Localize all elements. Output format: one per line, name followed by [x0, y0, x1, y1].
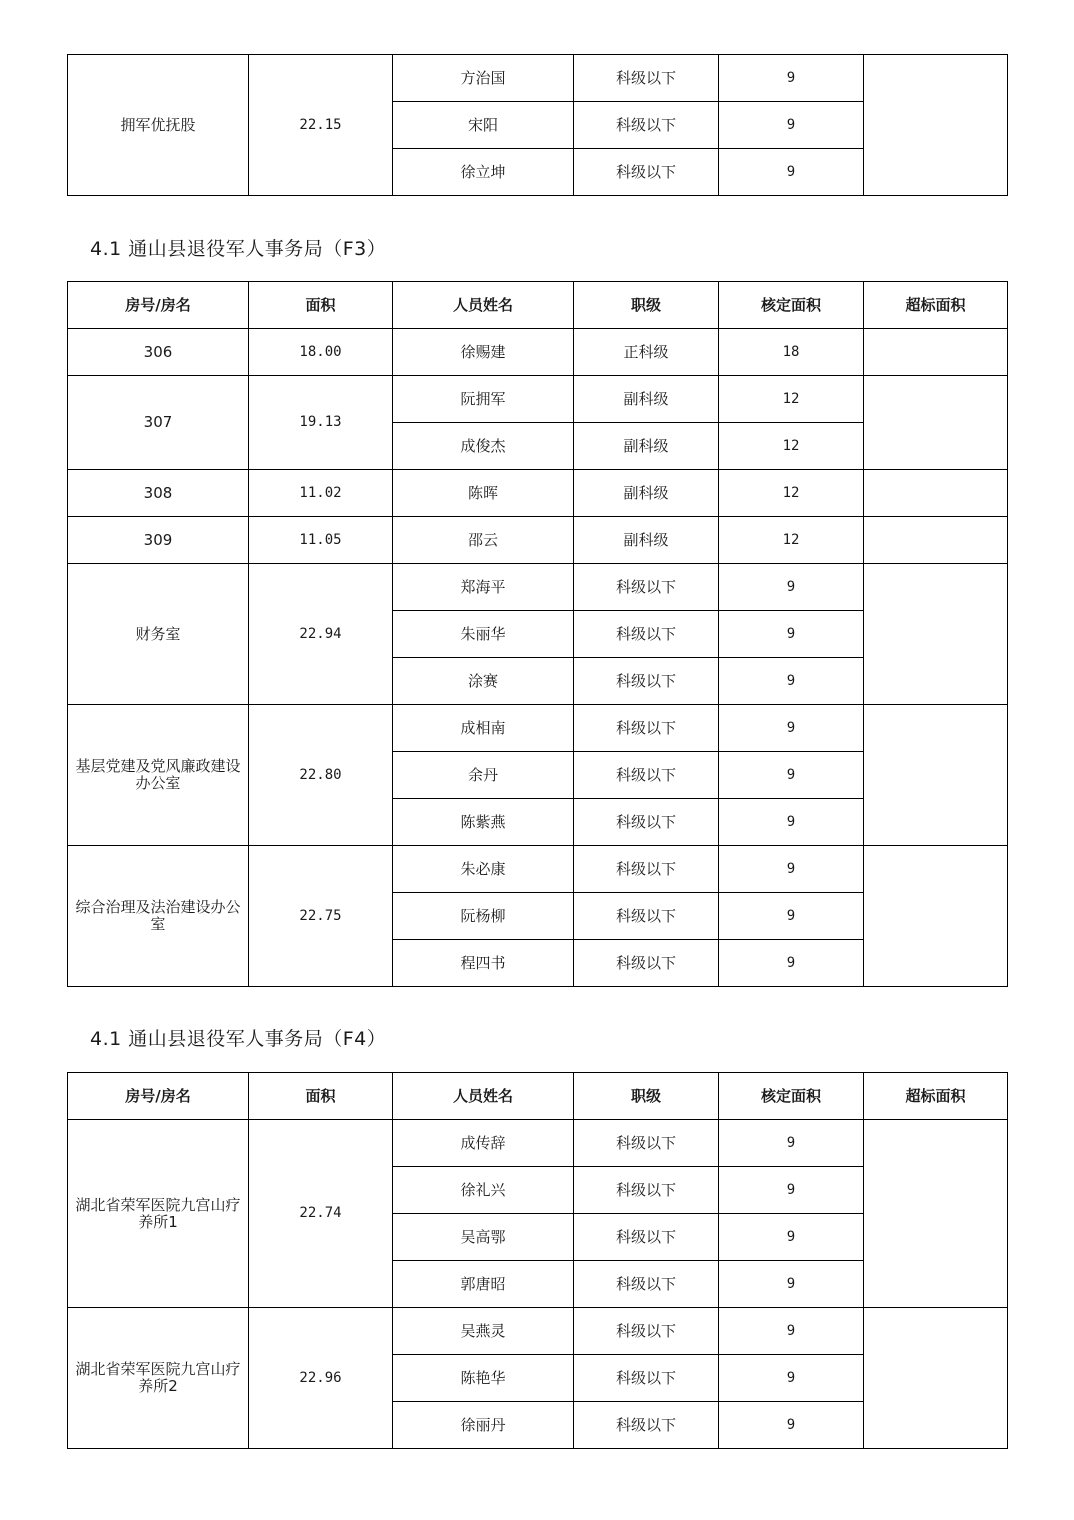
approved-area-cell: 9: [719, 1402, 864, 1449]
office-table-f4: [67, 1072, 1008, 1449]
table-row: [68, 517, 1008, 564]
rank-cell: 科级以下: [574, 846, 719, 893]
person-name-cell: 成相南: [393, 705, 574, 752]
office-table-f3: [67, 281, 1008, 987]
approved-area-cell: 9: [719, 1120, 864, 1167]
approved-area-cell: 9: [719, 1261, 864, 1308]
person-name-cell: 吴燕灵: [393, 1308, 574, 1355]
rank-cell: 科级以下: [574, 1120, 719, 1167]
rank-cell: 科级以下: [574, 564, 719, 611]
approved-area-cell: 9: [719, 846, 864, 893]
person-name-cell: 徐赐建: [393, 329, 574, 376]
excess-area-cell: [864, 564, 1008, 705]
person-name-cell: 阮拥军: [393, 376, 574, 423]
room-name-cell: 308: [68, 470, 249, 517]
person-name-cell: 吴高鄂: [393, 1214, 574, 1261]
room-name-cell: 307: [68, 376, 249, 470]
approved-area-cell: 12: [719, 376, 864, 423]
approved-area-cell: 9: [719, 893, 864, 940]
excess-area-cell: [864, 55, 1008, 196]
excess-area-cell: [864, 329, 1008, 376]
area-cell: 22.75: [249, 846, 393, 987]
table-row: [68, 55, 1008, 102]
rank-cell: 科级以下: [574, 893, 719, 940]
header-approved-area: 核定面积: [719, 282, 864, 329]
area-cell: 18.00: [249, 329, 393, 376]
area-cell: 22.96: [249, 1308, 393, 1449]
table-header-row: [68, 1073, 1008, 1120]
rank-cell: 副科级: [574, 376, 719, 423]
table-row: [68, 329, 1008, 376]
person-name-cell: 陈紫燕: [393, 799, 574, 846]
approved-area-cell: 9: [719, 1214, 864, 1261]
header-rank: 职级: [574, 282, 719, 329]
section-title-f4: 4.1 通山县退役军人事务局（F4）: [90, 1028, 387, 1050]
approved-area-cell: 9: [719, 611, 864, 658]
approved-area-cell: 9: [719, 1308, 864, 1355]
rank-cell: 科级以下: [574, 752, 719, 799]
room-name-cell: 湖北省荣军医院九宫山疗养所2: [68, 1308, 249, 1449]
room-name-cell: 309: [68, 517, 249, 564]
table-row: [68, 846, 1008, 893]
excess-area-cell: [864, 1308, 1008, 1449]
person-name-cell: 程四书: [393, 940, 574, 987]
excess-area-cell: [864, 517, 1008, 564]
area-cell: 11.05: [249, 517, 393, 564]
approved-area-cell: 18: [719, 329, 864, 376]
person-name-cell: 郑海平: [393, 564, 574, 611]
excess-area-cell: [864, 376, 1008, 470]
room-name-cell: 306: [68, 329, 249, 376]
header-name: 人员姓名: [393, 282, 574, 329]
room-name-cell: 财务室: [68, 564, 249, 705]
rank-cell: 科级以下: [574, 149, 719, 196]
table-row: [68, 1120, 1008, 1167]
person-name-cell: 陈晖: [393, 470, 574, 517]
excess-area-cell: [864, 846, 1008, 987]
rank-cell: 科级以下: [574, 658, 719, 705]
header-excess-area: 超标面积: [864, 1073, 1008, 1120]
approved-area-cell: 12: [719, 470, 864, 517]
header-rank: 职级: [574, 1073, 719, 1120]
area-cell: 22.94: [249, 564, 393, 705]
excess-area-cell: [864, 1120, 1008, 1308]
person-name-cell: 涂赛: [393, 658, 574, 705]
room-name-cell: 湖北省荣军医院九宫山疗养所1: [68, 1120, 249, 1308]
rank-cell: 科级以下: [574, 1355, 719, 1402]
person-name-cell: 徐丽丹: [393, 1402, 574, 1449]
person-name-cell: 成传辞: [393, 1120, 574, 1167]
person-name-cell: 邵云: [393, 517, 574, 564]
rank-cell: 副科级: [574, 423, 719, 470]
area-cell: 22.74: [249, 1120, 393, 1308]
header-area: 面积: [249, 282, 393, 329]
approved-area-cell: 9: [719, 705, 864, 752]
rank-cell: 科级以下: [574, 611, 719, 658]
approved-area-cell: 12: [719, 423, 864, 470]
approved-area-cell: 9: [719, 564, 864, 611]
room-name-cell: 基层党建及党风廉政建设办公室: [68, 705, 249, 846]
rank-cell: 科级以下: [574, 102, 719, 149]
person-name-cell: 成俊杰: [393, 423, 574, 470]
header-area: 面积: [249, 1073, 393, 1120]
rank-cell: 科级以下: [574, 1308, 719, 1355]
table-row: [68, 470, 1008, 517]
approved-area-cell: 9: [719, 1167, 864, 1214]
rank-cell: 副科级: [574, 517, 719, 564]
rank-cell: 科级以下: [574, 799, 719, 846]
person-name-cell: 阮杨柳: [393, 893, 574, 940]
rank-cell: 科级以下: [574, 1214, 719, 1261]
area-cell: 11.02: [249, 470, 393, 517]
approved-area-cell: 9: [719, 1355, 864, 1402]
person-name-cell: 徐立坤: [393, 149, 574, 196]
table-row: [68, 564, 1008, 611]
header-approved-area: 核定面积: [719, 1073, 864, 1120]
header-room: 房号/房名: [68, 282, 249, 329]
area-cell: 22.15: [249, 55, 393, 196]
rank-cell: 科级以下: [574, 1402, 719, 1449]
person-name-cell: 朱丽华: [393, 611, 574, 658]
rank-cell: 科级以下: [574, 705, 719, 752]
rank-cell: 科级以下: [574, 1167, 719, 1214]
approved-area-cell: 9: [719, 149, 864, 196]
person-name-cell: 朱必康: [393, 846, 574, 893]
table-header-row: [68, 282, 1008, 329]
room-name-cell: 拥军优抚股: [68, 55, 249, 196]
office-table-continued: [67, 54, 1008, 196]
person-name-cell: 宋阳: [393, 102, 574, 149]
table-row: [68, 1308, 1008, 1355]
approved-area-cell: 9: [719, 102, 864, 149]
header-name: 人员姓名: [393, 1073, 574, 1120]
rank-cell: 科级以下: [574, 55, 719, 102]
area-cell: 22.80: [249, 705, 393, 846]
person-name-cell: 郭唐昭: [393, 1261, 574, 1308]
table-row: [68, 705, 1008, 752]
room-name-cell: 综合治理及法治建设办公室: [68, 846, 249, 987]
approved-area-cell: 9: [719, 940, 864, 987]
table-row: [68, 376, 1008, 423]
approved-area-cell: 9: [719, 658, 864, 705]
rank-cell: 正科级: [574, 329, 719, 376]
rank-cell: 副科级: [574, 470, 719, 517]
header-room: 房号/房名: [68, 1073, 249, 1120]
approved-area-cell: 9: [719, 799, 864, 846]
approved-area-cell: 9: [719, 55, 864, 102]
excess-area-cell: [864, 705, 1008, 846]
excess-area-cell: [864, 470, 1008, 517]
area-cell: 19.13: [249, 376, 393, 470]
header-excess-area: 超标面积: [864, 282, 1008, 329]
rank-cell: 科级以下: [574, 940, 719, 987]
person-name-cell: 陈艳华: [393, 1355, 574, 1402]
rank-cell: 科级以下: [574, 1261, 719, 1308]
person-name-cell: 余丹: [393, 752, 574, 799]
person-name-cell: 方治国: [393, 55, 574, 102]
section-title-f3: 4.1 通山县退役军人事务局（F3）: [90, 238, 387, 260]
approved-area-cell: 12: [719, 517, 864, 564]
person-name-cell: 徐礼兴: [393, 1167, 574, 1214]
approved-area-cell: 9: [719, 752, 864, 799]
